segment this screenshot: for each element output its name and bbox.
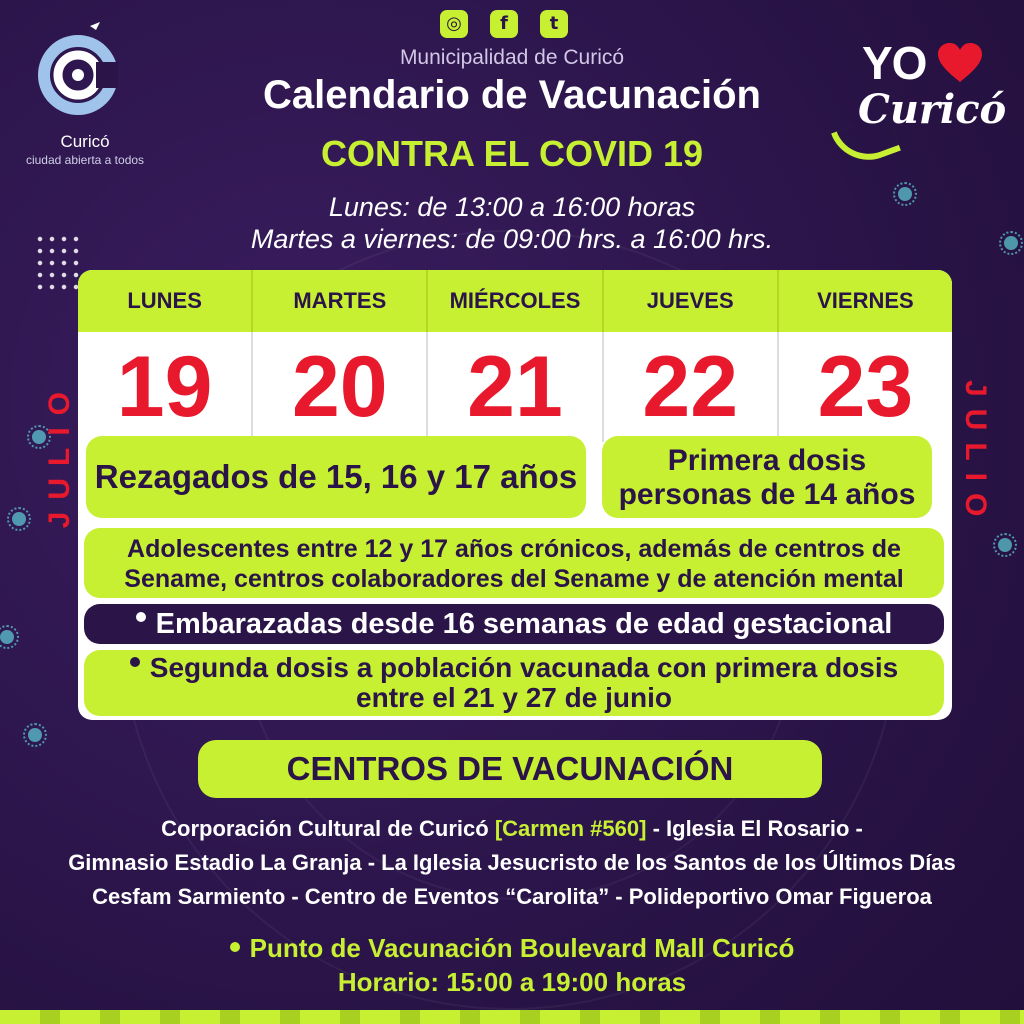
page-subtitle: CONTRA EL COVID 19 <box>320 133 704 174</box>
bottom-stripe <box>0 1010 1024 1024</box>
weekday-tuesday: MARTES <box>253 270 428 332</box>
hours-monday: Lunes: de 13:00 a 16:00 horas <box>328 192 696 222</box>
twitter-icon[interactable]: t <box>540 10 568 38</box>
page-title: Calendario de Vacunación <box>263 73 761 117</box>
embarazadas-text: Embarazadas desde 16 semanas de edad gestacional <box>155 608 893 640</box>
date-tuesday: 20 <box>253 332 428 442</box>
yo-brand-text: YO <box>862 37 927 89</box>
logo-name: Curicó <box>60 132 110 151</box>
centros-line1 <box>0 816 1024 842</box>
punto-horario: Horario: 15:00 a 19:00 horas <box>337 967 687 997</box>
date-friday: 23 <box>817 339 914 435</box>
embarazadas-group <box>84 604 944 644</box>
adolescentes-group <box>84 528 944 598</box>
bullet-icon <box>130 657 140 667</box>
bullet-icon <box>136 612 146 622</box>
virus-icon <box>12 512 26 526</box>
primera-dosis-line1: Primera dosis <box>667 444 867 477</box>
adolescentes-line2: Sename, centros colaboradores del Sename y de atención mental <box>124 565 904 593</box>
weekday-row <box>78 270 952 332</box>
dot-pattern <box>34 233 84 293</box>
centro-corporacion: Corporación Cultural de Curicó <box>161 816 495 841</box>
segunda-dosis-line2: entre el 21 y 27 de junio <box>356 682 672 713</box>
date-wednesday: 21 <box>428 332 603 442</box>
social-links <box>440 10 568 38</box>
bullet-icon <box>230 942 240 952</box>
punto-label: Punto de Vacunación Boulevard Mall Curicó <box>249 933 795 963</box>
punto-vacunacion <box>0 933 1024 964</box>
weekday-thursday: JUEVES <box>604 270 779 332</box>
calendar-card <box>78 270 952 720</box>
curico-brand-text: Curicó <box>858 86 1007 133</box>
virus-icon <box>998 538 1012 552</box>
month-label-left: JULIO <box>43 380 76 529</box>
date-monday: 19 <box>78 332 253 442</box>
segunda-dosis-group <box>84 650 944 716</box>
virus-icon <box>28 728 42 742</box>
centro-address: [Carmen #560] <box>494 816 647 841</box>
primera-dosis-line2: personas de 14 años <box>618 478 916 511</box>
adolescentes-line1: Adolescentes entre 12 y 17 años crónicos, además de centros de <box>127 535 901 563</box>
rezagados-group: Rezagados de 15, 16 y 17 años <box>86 436 586 518</box>
municipality-label: Municipalidad de Curicó <box>399 46 625 69</box>
virus-icon <box>0 630 14 644</box>
date-thursday: 22 <box>604 332 779 442</box>
primera-dosis-group <box>602 436 932 518</box>
weekday-friday: VIERNES <box>817 288 914 313</box>
segunda-dosis-line1: Segunda dosis a población vacunada con primera dosis <box>149 652 899 683</box>
instagram-icon[interactable]: ◎ <box>440 10 468 38</box>
centros-heading: CENTROS DE VACUNACIÓN <box>198 740 822 798</box>
centros-line2: Gimnasio Estadio La Granja - La Iglesia Jesucristo de los Santos de los Últimos Días <box>68 850 956 875</box>
centros-line3: Cesfam Sarmiento - Centro de Eventos “Carolita” - Polideportivo Omar Figueroa <box>92 884 932 909</box>
hours-weekdays: Martes a viernes: de 09:00 hrs. a 16:00 hrs. <box>250 224 774 254</box>
heart-icon <box>937 42 983 84</box>
month-label-right: JULIO <box>959 380 992 529</box>
weekday-wednesday: MIÉRCOLES <box>428 270 603 332</box>
weekday-monday: LUNES <box>78 270 253 332</box>
logo-tagline: ciudad abierta a todos <box>25 153 145 167</box>
date-row <box>78 332 952 442</box>
facebook-icon[interactable]: f <box>490 10 518 38</box>
centro-iglesia-rosario: - Iglesia El Rosario - <box>646 816 863 841</box>
